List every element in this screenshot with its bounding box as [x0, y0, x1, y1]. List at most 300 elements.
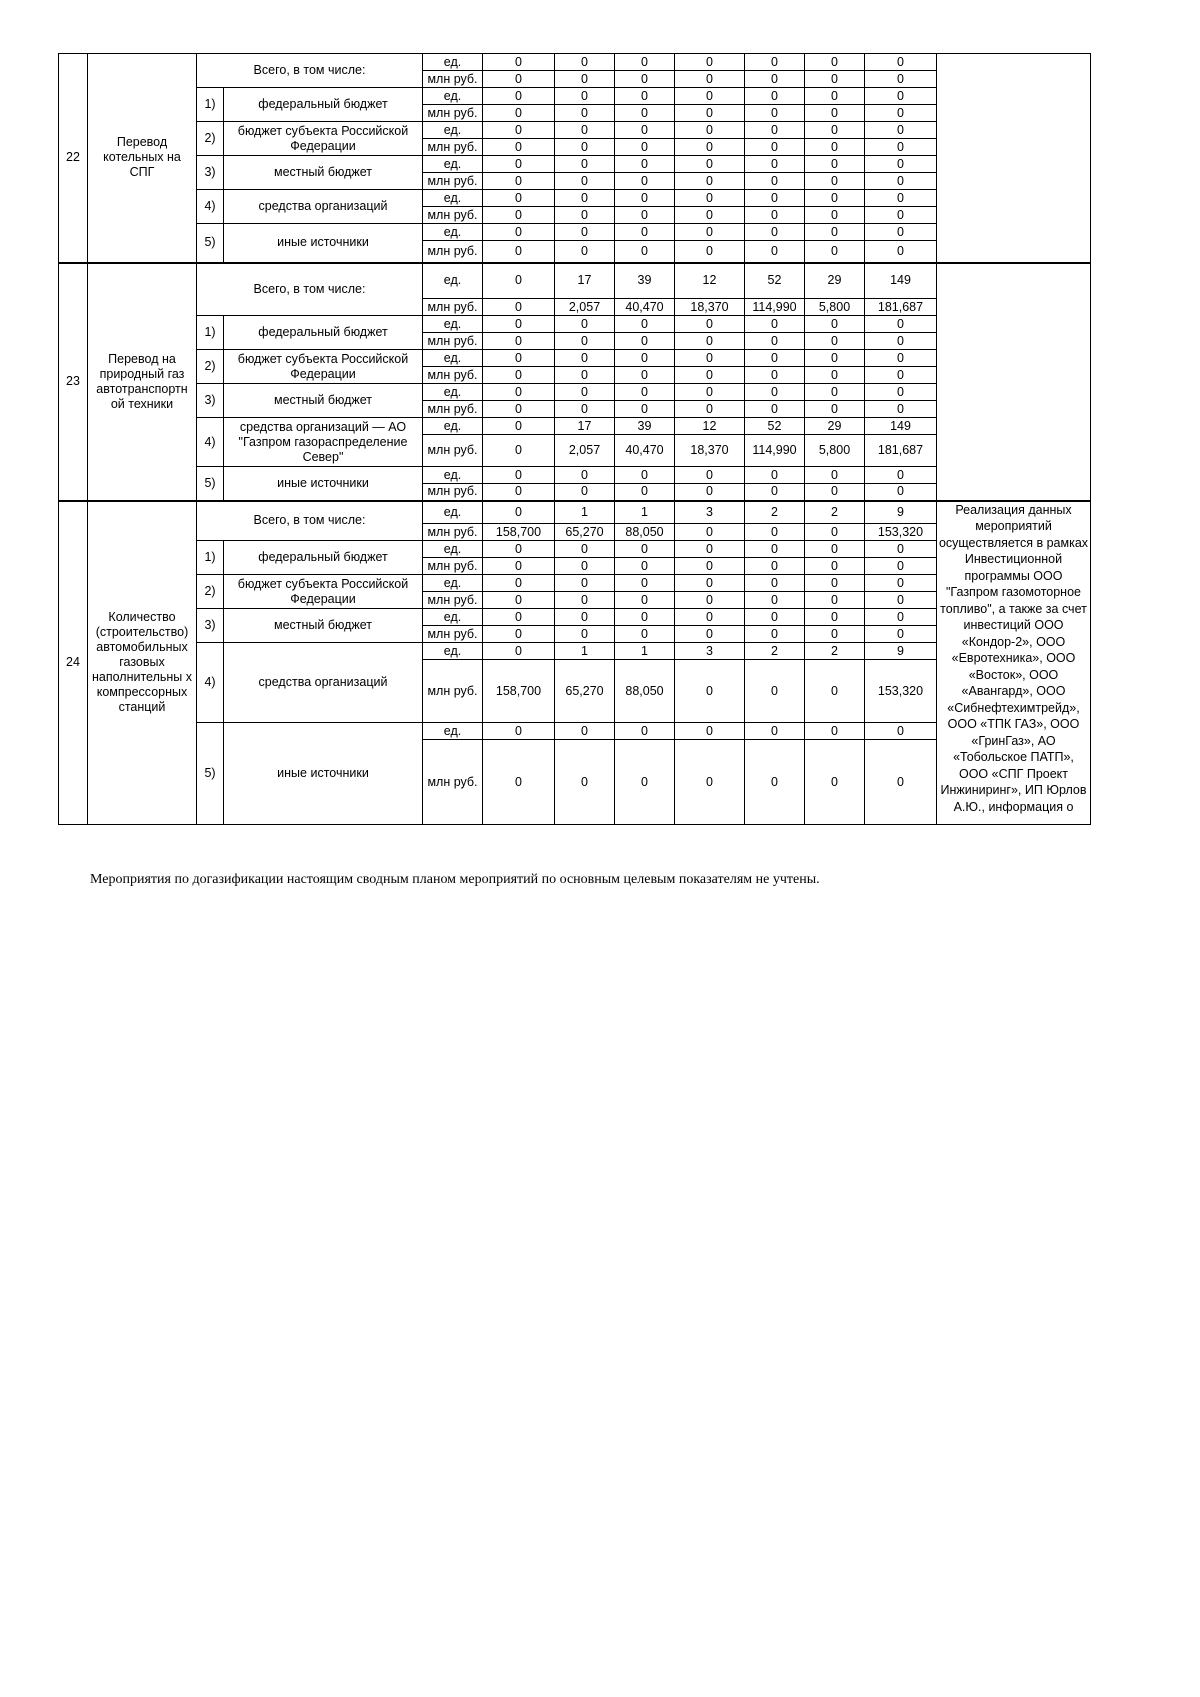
value-cell: 0 [675, 524, 745, 541]
source-label: местный бюджет [224, 609, 423, 643]
value-cell: 181,687 [865, 435, 937, 467]
value-cell: 0 [615, 241, 675, 263]
value-cell: 0 [805, 467, 865, 484]
source-label: иные источники [224, 467, 423, 501]
measure-name: Перевод на природный газ автотранспортн ой техники [88, 263, 197, 501]
source-index: 2) [197, 350, 224, 384]
value-cell: 0 [483, 224, 555, 241]
value-cell: 0 [745, 524, 805, 541]
row-number: 23 [59, 263, 88, 501]
value-cell: 0 [615, 575, 675, 592]
value-cell: 0 [555, 224, 615, 241]
value-cell: 0 [675, 241, 745, 263]
value-cell: 0 [865, 626, 937, 643]
value-cell: 29 [805, 418, 865, 435]
value-cell: 0 [745, 609, 805, 626]
value-cell: 0 [805, 609, 865, 626]
value-cell: 0 [483, 122, 555, 139]
value-cell: 0 [555, 105, 615, 122]
value-cell: 0 [483, 88, 555, 105]
source-index: 1) [197, 541, 224, 575]
value-cell: 0 [483, 626, 555, 643]
value-cell: 0 [555, 207, 615, 224]
value-cell: 0 [805, 626, 865, 643]
unit-cell: млн руб. [423, 484, 483, 501]
value-cell: 5,800 [805, 299, 865, 316]
value-cell: 0 [805, 139, 865, 156]
unit-cell: млн руб. [423, 241, 483, 263]
value-cell: 0 [805, 207, 865, 224]
value-cell: 0 [615, 484, 675, 501]
value-cell: 2,057 [555, 299, 615, 316]
value-cell: 0 [615, 316, 675, 333]
value-cell: 0 [555, 740, 615, 825]
value-cell: 0 [675, 467, 745, 484]
value-cell: 0 [483, 467, 555, 484]
value-cell: 0 [675, 173, 745, 190]
value-cell: 0 [865, 71, 937, 88]
value-cell: 0 [483, 190, 555, 207]
value-cell: 0 [805, 88, 865, 105]
source-label: бюджет субъекта Российской Федерации [224, 122, 423, 156]
source-label: федеральный бюджет [224, 316, 423, 350]
source-index: 2) [197, 575, 224, 609]
value-cell: 0 [675, 190, 745, 207]
value-cell: 0 [865, 609, 937, 626]
value-cell: 0 [675, 316, 745, 333]
value-cell: 0 [865, 316, 937, 333]
value-cell: 0 [555, 484, 615, 501]
value-cell: 0 [805, 484, 865, 501]
value-cell: 88,050 [615, 524, 675, 541]
value-cell: 0 [675, 541, 745, 558]
value-cell: 0 [865, 88, 937, 105]
value-cell: 0 [555, 190, 615, 207]
source-index: 5) [197, 467, 224, 501]
value-cell: 0 [555, 241, 615, 263]
value-cell: 17 [555, 263, 615, 299]
value-cell: 0 [555, 156, 615, 173]
value-cell: 0 [745, 241, 805, 263]
indicators-table [58, 53, 1091, 825]
value-cell: 65,270 [555, 660, 615, 723]
value-cell: 0 [745, 350, 805, 367]
value-cell: 1 [615, 643, 675, 660]
value-cell: 0 [745, 484, 805, 501]
unit-cell: ед. [423, 190, 483, 207]
value-cell: 0 [483, 501, 555, 524]
unit-cell: млн руб. [423, 660, 483, 723]
value-cell: 0 [745, 207, 805, 224]
value-cell: 2 [745, 643, 805, 660]
unit-cell: ед. [423, 263, 483, 299]
unit-cell: ед. [423, 88, 483, 105]
value-cell: 0 [745, 660, 805, 723]
measure-name: Количество (строительство) автомобильных газовых наполнительны х компрессорных станций [88, 501, 197, 825]
value-cell: 0 [615, 207, 675, 224]
value-cell: 0 [805, 558, 865, 575]
value-cell: 0 [483, 54, 555, 71]
value-cell: 0 [675, 88, 745, 105]
table-row [59, 575, 1091, 592]
source-index: 4) [197, 643, 224, 723]
value-cell: 0 [745, 626, 805, 643]
value-cell: 52 [745, 263, 805, 299]
table-row [59, 609, 1091, 626]
source-total-label: Всего, в том числе: [197, 263, 423, 316]
value-cell: 0 [745, 224, 805, 241]
value-cell: 0 [483, 592, 555, 609]
value-cell: 0 [805, 401, 865, 418]
value-cell: 0 [555, 384, 615, 401]
source-index: 5) [197, 224, 224, 263]
value-cell: 0 [483, 609, 555, 626]
unit-cell: ед. [423, 575, 483, 592]
value-cell: 0 [555, 541, 615, 558]
source-index: 4) [197, 190, 224, 224]
unit-cell: ед. [423, 467, 483, 484]
value-cell: 0 [675, 626, 745, 643]
value-cell: 0 [615, 740, 675, 825]
value-cell: 0 [675, 207, 745, 224]
source-label: иные источники [224, 723, 423, 825]
table-row [59, 224, 1091, 241]
unit-cell: ед. [423, 350, 483, 367]
value-cell: 0 [483, 384, 555, 401]
value-cell: 2 [745, 501, 805, 524]
value-cell: 0 [745, 316, 805, 333]
unit-cell: млн руб. [423, 558, 483, 575]
value-cell: 0 [555, 54, 615, 71]
source-index: 4) [197, 418, 224, 467]
value-cell: 0 [745, 467, 805, 484]
value-cell: 0 [483, 299, 555, 316]
value-cell: 0 [805, 350, 865, 367]
value-cell: 114,990 [745, 435, 805, 467]
value-cell: 0 [615, 626, 675, 643]
unit-cell: млн руб. [423, 524, 483, 541]
row-number: 22 [59, 54, 88, 263]
value-cell: 0 [745, 156, 805, 173]
unit-cell: млн руб. [423, 173, 483, 190]
note-cell [937, 263, 1091, 501]
value-cell: 0 [555, 333, 615, 350]
value-cell: 0 [805, 316, 865, 333]
value-cell: 0 [805, 105, 865, 122]
value-cell: 0 [865, 190, 937, 207]
table-row [59, 156, 1091, 173]
source-label: средства организаций [224, 190, 423, 224]
value-cell: 0 [483, 435, 555, 467]
value-cell: 0 [615, 88, 675, 105]
value-cell: 0 [745, 384, 805, 401]
value-cell: 0 [675, 367, 745, 384]
value-cell: 2 [805, 501, 865, 524]
value-cell: 0 [745, 122, 805, 139]
value-cell: 0 [483, 350, 555, 367]
value-cell: 0 [865, 156, 937, 173]
value-cell: 0 [483, 241, 555, 263]
source-index: 1) [197, 316, 224, 350]
value-cell: 0 [555, 558, 615, 575]
value-cell: 0 [555, 609, 615, 626]
value-cell: 1 [555, 643, 615, 660]
value-cell: 0 [675, 740, 745, 825]
table-row [59, 541, 1091, 558]
value-cell: 0 [805, 241, 865, 263]
value-cell: 0 [805, 592, 865, 609]
value-cell: 0 [865, 558, 937, 575]
unit-cell: млн руб. [423, 626, 483, 643]
value-cell: 149 [865, 418, 937, 435]
value-cell: 2 [805, 643, 865, 660]
value-cell: 0 [805, 54, 865, 71]
unit-cell: млн руб. [423, 71, 483, 88]
value-cell: 0 [555, 575, 615, 592]
value-cell: 0 [805, 723, 865, 740]
value-cell: 0 [483, 263, 555, 299]
value-cell: 0 [483, 418, 555, 435]
unit-cell: млн руб. [423, 401, 483, 418]
unit-cell: млн руб. [423, 740, 483, 825]
unit-cell: млн руб. [423, 139, 483, 156]
value-cell: 0 [483, 401, 555, 418]
value-cell: 1 [555, 501, 615, 524]
source-label: средства организаций — АО "Газпром газораспределение Север" [224, 418, 423, 467]
value-cell: 0 [675, 558, 745, 575]
value-cell: 0 [805, 740, 865, 825]
value-cell: 52 [745, 418, 805, 435]
value-cell: 3 [675, 501, 745, 524]
value-cell: 0 [615, 723, 675, 740]
value-cell: 0 [483, 558, 555, 575]
value-cell: 0 [805, 173, 865, 190]
unit-cell: ед. [423, 54, 483, 71]
value-cell: 0 [615, 139, 675, 156]
value-cell: 0 [865, 173, 937, 190]
value-cell: 0 [483, 333, 555, 350]
value-cell: 181,687 [865, 299, 937, 316]
value-cell: 0 [483, 740, 555, 825]
value-cell: 0 [865, 740, 937, 825]
value-cell: 0 [745, 333, 805, 350]
value-cell: 0 [615, 467, 675, 484]
value-cell: 0 [483, 541, 555, 558]
unit-cell: млн руб. [423, 592, 483, 609]
source-index: 2) [197, 122, 224, 156]
value-cell: 0 [675, 224, 745, 241]
value-cell: 0 [615, 367, 675, 384]
value-cell: 0 [865, 105, 937, 122]
value-cell: 0 [675, 723, 745, 740]
value-cell: 0 [805, 122, 865, 139]
value-cell: 0 [675, 71, 745, 88]
value-cell: 0 [805, 660, 865, 723]
value-cell: 0 [615, 190, 675, 207]
value-cell: 0 [483, 643, 555, 660]
value-cell: 0 [805, 190, 865, 207]
value-cell: 40,470 [615, 299, 675, 316]
value-cell: 0 [745, 88, 805, 105]
value-cell: 0 [865, 54, 937, 71]
value-cell: 0 [675, 333, 745, 350]
value-cell: 0 [865, 241, 937, 263]
value-cell: 0 [555, 122, 615, 139]
value-cell: 0 [483, 367, 555, 384]
table-row [59, 501, 1091, 524]
value-cell: 0 [555, 467, 615, 484]
value-cell: 0 [675, 384, 745, 401]
value-cell: 0 [865, 207, 937, 224]
value-cell: 0 [675, 122, 745, 139]
value-cell: 0 [865, 139, 937, 156]
value-cell: 0 [483, 316, 555, 333]
value-cell: 0 [483, 207, 555, 224]
value-cell: 0 [805, 575, 865, 592]
unit-cell: ед. [423, 643, 483, 660]
value-cell: 5,800 [805, 435, 865, 467]
value-cell: 0 [865, 541, 937, 558]
value-cell: 114,990 [745, 299, 805, 316]
value-cell: 0 [675, 484, 745, 501]
value-cell: 0 [615, 54, 675, 71]
value-cell: 0 [555, 71, 615, 88]
value-cell: 158,700 [483, 660, 555, 723]
value-cell: 65,270 [555, 524, 615, 541]
value-cell: 0 [555, 401, 615, 418]
value-cell: 0 [865, 575, 937, 592]
value-cell: 0 [483, 484, 555, 501]
value-cell: 88,050 [615, 660, 675, 723]
table-row [59, 350, 1091, 367]
value-cell: 0 [805, 224, 865, 241]
value-cell: 0 [675, 575, 745, 592]
table-row [59, 190, 1091, 207]
value-cell: 18,370 [675, 299, 745, 316]
table-row [59, 384, 1091, 401]
value-cell: 0 [555, 592, 615, 609]
value-cell: 39 [615, 418, 675, 435]
value-cell: 0 [675, 139, 745, 156]
value-cell: 0 [805, 71, 865, 88]
value-cell: 153,320 [865, 524, 937, 541]
value-cell: 39 [615, 263, 675, 299]
value-cell: 0 [483, 173, 555, 190]
value-cell: 0 [745, 105, 805, 122]
measure-name: Перевод котельных на СПГ [88, 54, 197, 263]
value-cell: 0 [865, 122, 937, 139]
table-row [59, 54, 1091, 71]
value-cell: 0 [555, 88, 615, 105]
value-cell: 0 [745, 723, 805, 740]
value-cell: 0 [615, 71, 675, 88]
unit-cell: ед. [423, 316, 483, 333]
value-cell: 0 [865, 592, 937, 609]
unit-cell: ед. [423, 723, 483, 740]
value-cell: 0 [865, 484, 937, 501]
value-cell: 153,320 [865, 660, 937, 723]
table-row [59, 316, 1091, 333]
value-cell: 0 [555, 316, 615, 333]
source-total-label: Всего, в том числе: [197, 501, 423, 541]
value-cell: 0 [483, 139, 555, 156]
value-cell: 0 [805, 384, 865, 401]
unit-cell: ед. [423, 156, 483, 173]
unit-cell: ед. [423, 501, 483, 524]
value-cell: 0 [675, 156, 745, 173]
unit-cell: млн руб. [423, 105, 483, 122]
value-cell: 0 [675, 660, 745, 723]
value-cell: 0 [745, 190, 805, 207]
table-row [59, 88, 1091, 105]
value-cell: 18,370 [675, 435, 745, 467]
value-cell: 12 [675, 418, 745, 435]
note-cell [937, 54, 1091, 263]
value-cell: 0 [745, 71, 805, 88]
table-row [59, 643, 1091, 660]
value-cell: 0 [615, 384, 675, 401]
value-cell: 0 [615, 558, 675, 575]
unit-cell: ед. [423, 384, 483, 401]
source-label: иные источники [224, 224, 423, 263]
value-cell: 149 [865, 263, 937, 299]
table-row [59, 723, 1091, 740]
table-row [59, 122, 1091, 139]
value-cell: 0 [675, 401, 745, 418]
source-label: местный бюджет [224, 156, 423, 190]
value-cell: 0 [555, 173, 615, 190]
value-cell: 2,057 [555, 435, 615, 467]
value-cell: 0 [615, 541, 675, 558]
source-label: местный бюджет [224, 384, 423, 418]
value-cell: 0 [615, 401, 675, 418]
value-cell: 0 [615, 609, 675, 626]
value-cell: 17 [555, 418, 615, 435]
value-cell: 0 [865, 350, 937, 367]
value-cell: 0 [805, 367, 865, 384]
value-cell: 0 [483, 575, 555, 592]
unit-cell: ед. [423, 224, 483, 241]
footnote: Мероприятия по догазификации настоящим сводным планом мероприятий по основным целевым показателям не учтены. [90, 872, 820, 887]
source-label: бюджет субъекта Российской Федерации [224, 350, 423, 384]
source-index: 5) [197, 723, 224, 825]
source-index: 1) [197, 88, 224, 122]
value-cell: 158,700 [483, 524, 555, 541]
value-cell: 0 [805, 524, 865, 541]
value-cell: 40,470 [615, 435, 675, 467]
value-cell: 0 [615, 333, 675, 350]
value-cell: 0 [555, 139, 615, 156]
value-cell: 0 [555, 350, 615, 367]
value-cell: 0 [745, 367, 805, 384]
value-cell: 0 [865, 224, 937, 241]
value-cell: 0 [483, 156, 555, 173]
value-cell: 0 [615, 350, 675, 367]
value-cell: 0 [675, 592, 745, 609]
value-cell: 0 [745, 592, 805, 609]
source-index: 3) [197, 156, 224, 190]
unit-cell: млн руб. [423, 435, 483, 467]
value-cell: 0 [745, 401, 805, 418]
source-label: федеральный бюджет [224, 88, 423, 122]
value-cell: 0 [865, 467, 937, 484]
value-cell: 0 [865, 723, 937, 740]
source-label: бюджет субъекта Российской Федерации [224, 575, 423, 609]
value-cell: 0 [865, 333, 937, 350]
value-cell: 0 [745, 54, 805, 71]
value-cell: 1 [615, 501, 675, 524]
value-cell: 0 [745, 575, 805, 592]
